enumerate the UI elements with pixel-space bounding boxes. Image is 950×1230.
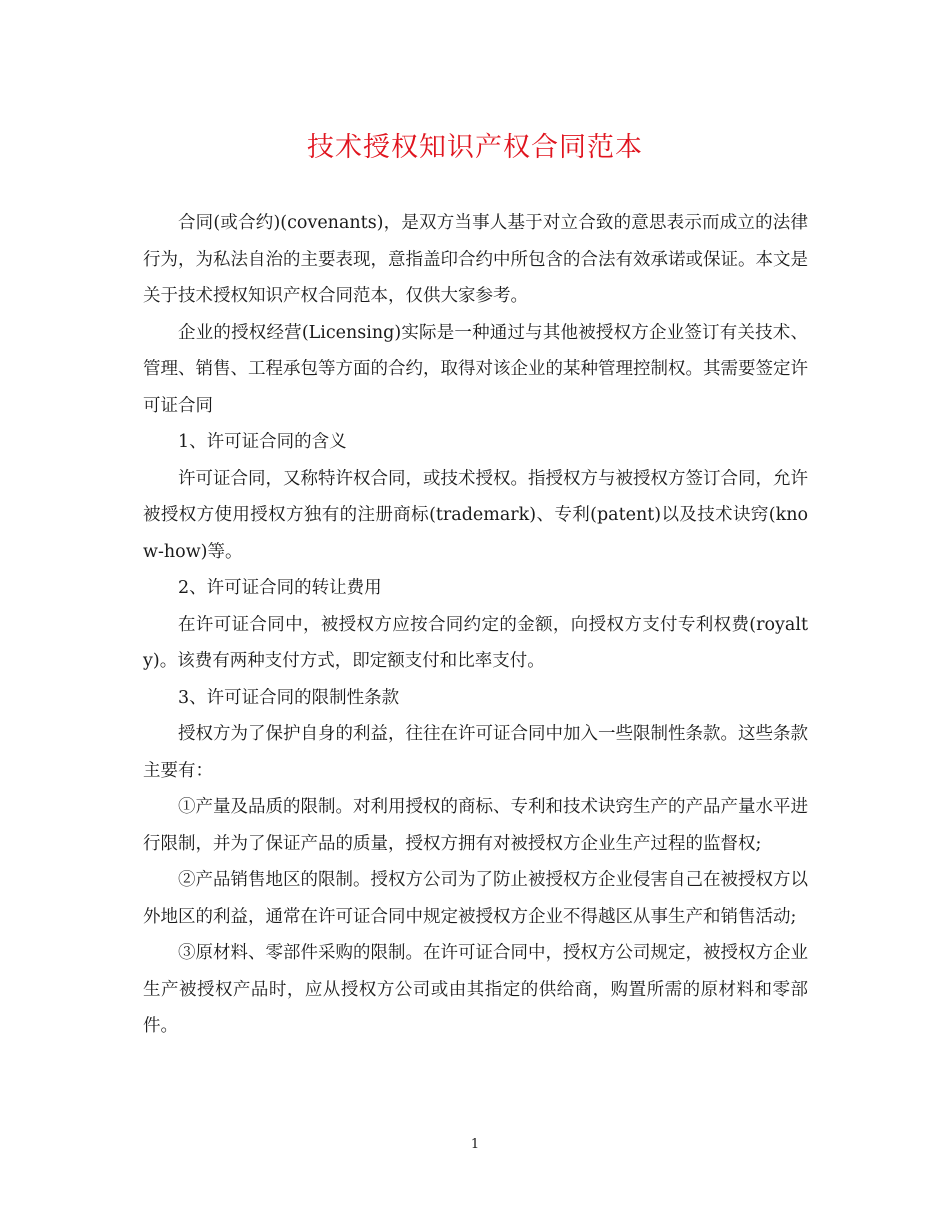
document-body [143,205,808,1045]
section-heading-1: 1、许可证合同的含义 [178,432,347,452]
paragraph-restrictions: 授权方为了保护自身的利益，往往在许可证合同中加入一些限制性条款。这些条款主要有： [143,724,808,781]
clause-item-2: ②产品销售地区的限制。授权方公司为了防止被授权方企业侵害自己在被授权方以外地区的利益，通常在许可证合同中规定被授权方企业不得越区从事生产和销售活动; [143,870,808,927]
paragraph-definition: 许可证合同，又称特许权合同，或技术授权。指授权方与被授权方签订合同，允许被授权方使用授权方独有的注册商标(trademark)、专利(patent)以及技术诀窍(know-how)等。 [143,468,808,562]
paragraph-intro: 合同(或合约)(covenants)，是双方当事人基于对立合致的意思表示而成立的法律行为，为私法自治的主要表现，意指盖印合约中所包含的合法有效承诺或保证。本文是关于技术授权知识产权合同范本，仅供大家参考。 [143,213,808,306]
clause-item-1: ①产量及品质的限制。对利用授权的商标、专利和技术诀窍生产的产品产量水平进行限制，并为了保证产品的质量，授权方拥有对被授权方企业生产过程的监督权; [143,797,808,854]
page-number: 1 [470,1137,480,1152]
paragraph-licensing: 企业的授权经营(Licensing)实际是一种通过与其他被授权方企业签订有关技术、管理、销售、工程承包等方面的合约，取得对该企业的某种管理控制权。其需要签定许可证合同 [143,322,808,416]
document-title: 技术授权知识产权合同范本 [307,132,643,163]
section-heading-3: 3、许可证合同的限制性条款 [178,687,400,708]
paragraph-fees: 在许可证合同中，被授权方应按合同约定的金额，向授权方支付专利权费(royalty)。该费有两种支付方式，即定额支付和比率支付。 [143,614,808,671]
section-heading-2: 2、许可证合同的转让费用 [178,578,382,598]
clause-item-3: ③原材料、零部件采购的限制。在许可证合同中，授权方公司规定，被授权方企业生产被授权产品时，应从授权方公司或由其指定的供给商，购置所需的原材料和零部件。 [143,943,808,1036]
